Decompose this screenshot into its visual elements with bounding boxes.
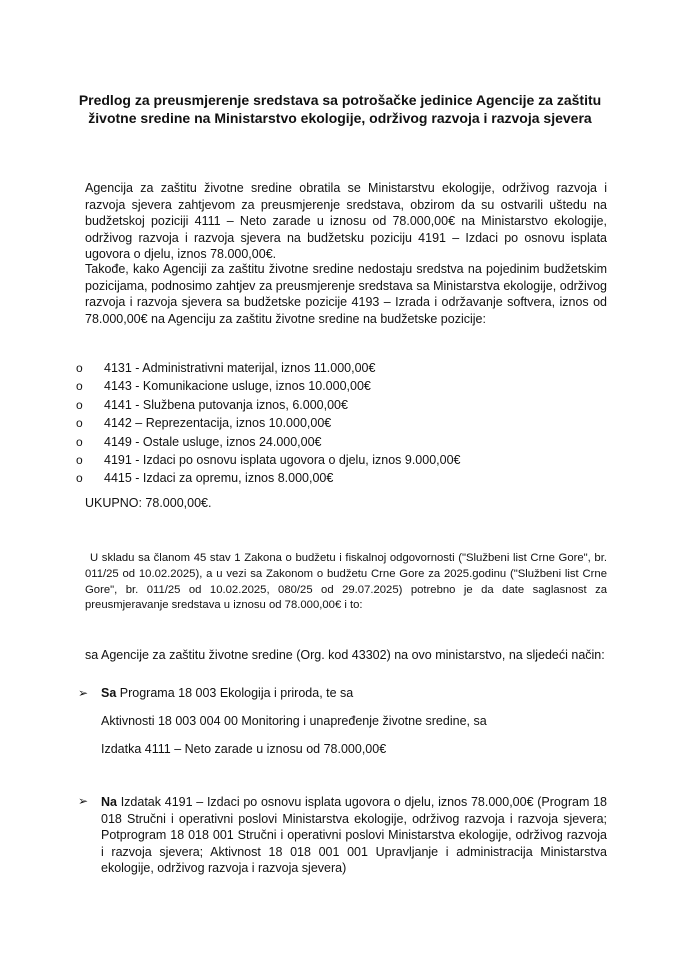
arrow-bullet-icon: ➢ — [78, 794, 89, 808]
bullet-icon: o — [76, 434, 83, 449]
bullet-icon: o — [76, 471, 83, 486]
sa-program-line — [101, 686, 353, 700]
sa-program-text: Programa 18 003 Ekologija i priroda, te sa — [116, 686, 354, 700]
na-expense-block — [101, 794, 607, 877]
total-amount: UKUPNO: 78.000,00€. — [85, 496, 212, 510]
na-keyword: Na — [101, 795, 117, 809]
transfer-intro: sa Agencije za zaštitu životne sredine (Org. kod 43302) na ovo ministarstvo, na sljedeći način: — [85, 648, 605, 662]
list-item — [76, 451, 461, 469]
sa-activity-line: Aktivnosti 18 003 004 00 Monitoring i unapređenje životne sredine, sa — [101, 714, 487, 728]
budget-item-text: 4141 - Službena putovanja iznos, 6.000,00€ — [104, 397, 348, 412]
budget-item-text: 4415 - Izdaci za opremu, iznos 8.000,00€ — [104, 471, 334, 486]
bullet-icon: o — [76, 453, 83, 468]
bullet-icon: o — [76, 361, 83, 375]
budget-position-list — [76, 359, 461, 488]
paragraph-additional-request: Takođe, kako Agenciji za zaštitu životne sredine nedostaju sredstva na pojedinim budžetskim pozicijama, podnosimo zahtjev za preusmjerenje sredstava sa Ministarstva ekologije, održivog razvoja i razvoja sjevera sa budžetske pozicije 4193 – Izrada i održavanje softvera, iznos od 78.000,00€ na Agenciju za zaštitu životne sredine na budžetske pozicije: — [85, 262, 607, 326]
sa-expense-line: Izdatka 4111 – Neto zarade u iznosu od 78.000,00€ — [101, 742, 387, 756]
bullet-icon: o — [76, 397, 83, 412]
budget-item-text: 4131 - Administrativni materijal, iznos 11.000,00€ — [104, 361, 376, 375]
list-item — [76, 469, 461, 487]
arrow-bullet-icon: ➢ — [78, 686, 89, 700]
budget-item-text: 4142 – Reprezentacija, iznos 10.000,00€ — [104, 416, 332, 431]
na-expense-text: Izdatak 4191 – Izdaci po osnovu isplata ugovora o djelu, iznos 78.000,00€ (Program 18 018 Stručni i operativni poslovi Ministarstva ekologije, održivog razvoja i razvoja sjevera; Potprogram 18 018 001 Stručni i operativni poslovi Ministarstva ekologije, održivog razvoja i razvoja sjevera; Aktivnost 18 018 001 001 Upravljanje i administracija Ministarstva ekologije, održivog razvoja i razvoja sjevera) — [101, 795, 607, 875]
sa-keyword: Sa — [101, 686, 117, 700]
budget-item-text: 4143 - Komunikacione usluge, iznos 10.000,00€ — [104, 379, 371, 394]
list-item — [76, 396, 461, 414]
list-item — [76, 377, 461, 395]
list-item — [76, 414, 461, 432]
document-title: Predlog za preusmjerenje sredstava sa potrošačke jedinice Agencije za zaštitu životne sredine na Ministarstvo ekologije, održivog razvoja i razvoja sjevera — [78, 92, 602, 126]
bullet-icon: o — [76, 416, 83, 431]
paragraph-request: Agencija za zaštitu životne sredine obratila se Ministarstvu ekologije, održivog razvoja i razvoja sjevera zahtjevom za preusmjerenje sredstava, obzirom da su ostvarili uštedu na budžetskoj poziciji 4111 – Neto zarade u iznosu od 78.000,00€ na Ministarstvo ekologije, održivog razvoja i razvoja sjevera na budžetsku poziciju 4191 – Izdaci po osnovu isplata ugovora o djelu, iznos 78.000,00€. — [85, 181, 607, 261]
bullet-icon: o — [76, 379, 83, 394]
list-item — [76, 359, 461, 377]
legal-basis-paragraph: U skladu sa članom 45 stav 1 Zakona o budžetu i fiskalnoj odgovornosti ("Službeni list Crne Gore", br. 011/25 od 10.02.2025), a u vezi sa Zakonom o budžetu Crne Gore za 2025.godinu ("Službeni list Crne Gore", br. 011/25 od 10.02.2025, 080/25 od 29.07.2025) potrebno je da date saglasnost za preusmjeravanje sredstava u iznosu od 78.000,00€ i to: — [85, 552, 607, 612]
list-item — [76, 433, 461, 451]
budget-item-text: 4191 - Izdaci po osnovu isplata ugovora o djelu, iznos 9.000,00€ — [104, 453, 461, 468]
budget-item-text: 4149 - Ostale usluge, iznos 24.000,00€ — [104, 434, 322, 449]
